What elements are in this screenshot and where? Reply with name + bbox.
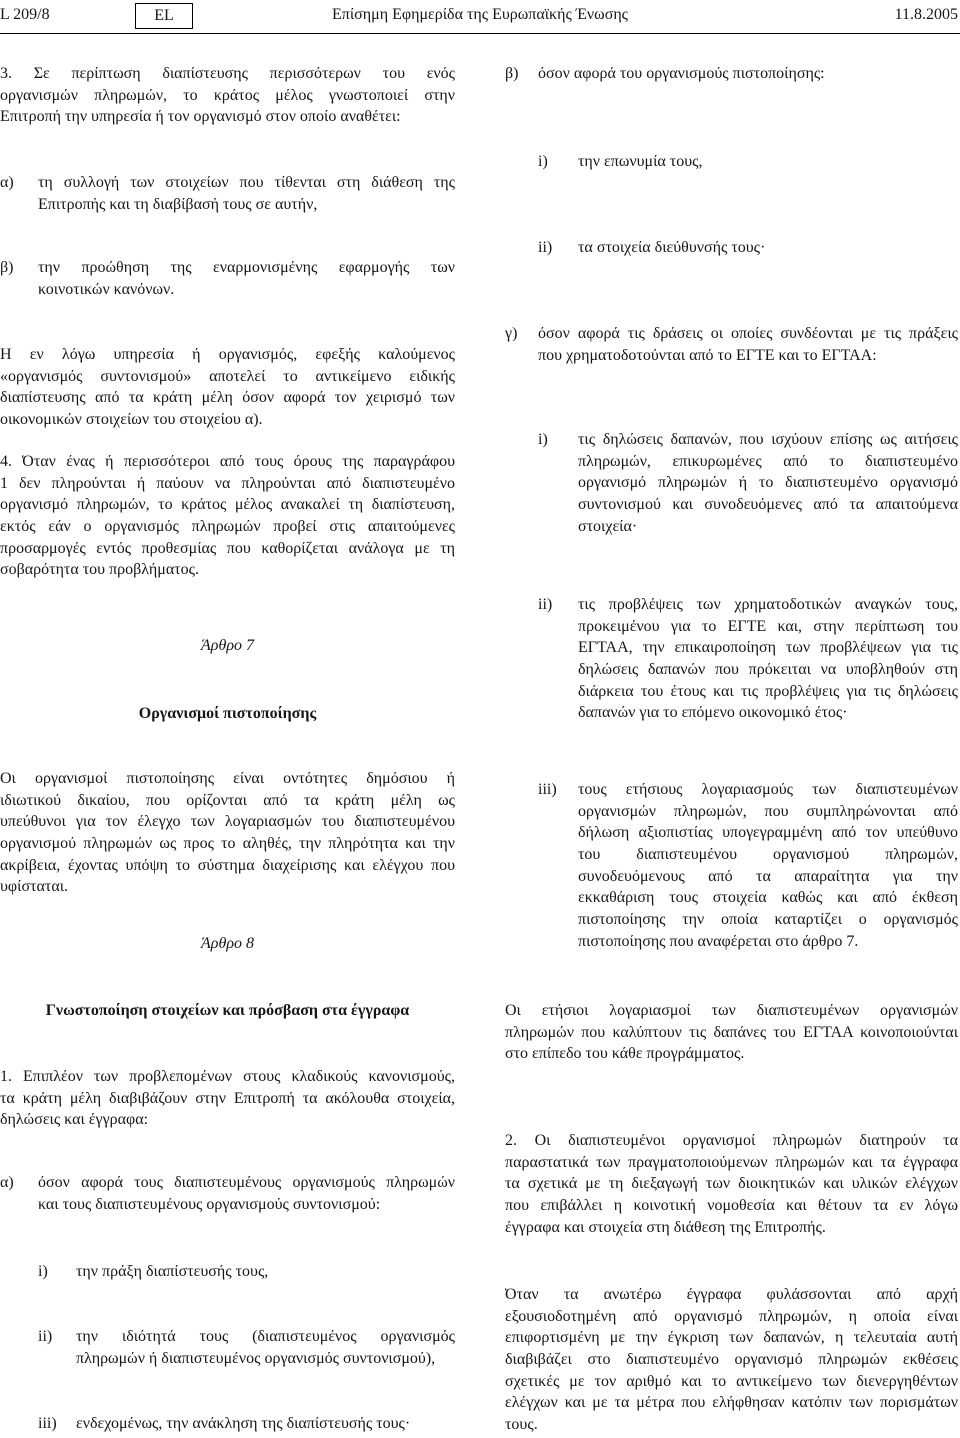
text-line: στο επίπεδο του κάθε προγράμματος. — [505, 1045, 745, 1063]
text-line: δηλώσεις και έγγραφα: — [0, 1111, 149, 1129]
text-line: εκτός εάν ο οργανισμός πληρωμών προβεί στις απαιτούμενες — [0, 518, 455, 536]
text-line: εξουσιοδοτημένη από οργανισμό πληρωμών, η οποία είναι — [505, 1307, 958, 1325]
sublist-item-i — [578, 151, 958, 173]
list-item-b — [38, 257, 455, 300]
text-line: διαπίστευσης από τα κράτη μέλη όσον αφορά τον χειρισμό των — [0, 389, 455, 407]
text-line: ΕΓΤΑΑ, την επικαιροποίηση των προβλέψεων για τις — [578, 639, 958, 657]
text-line: δήλωση αξιοπιστίας υπογεγραμμένη από τον υπεύθυνο — [578, 824, 958, 842]
list-item-b — [538, 63, 958, 85]
list-item-a — [38, 172, 455, 215]
sublist-item-ii — [76, 1326, 455, 1369]
text-line: υφίσταται. — [0, 878, 69, 896]
sublist-item-ii — [578, 594, 958, 724]
article-8-paragraph-2 — [505, 1130, 958, 1238]
article-7-label: Άρθρο 7 — [201, 637, 254, 654]
text-line: ακρίβεια, έχοντας υπόψη το σύστημα διαχείρισης και ελέγχου που — [0, 856, 455, 874]
sublist-marker: iii) — [538, 781, 557, 798]
text-line: όσον αφορά τις δράσεις οι οποίες συνδέονται με τις πράξεις — [538, 325, 958, 342]
text-line: συνοδευόμενους από τα απαραίτητα για την — [578, 867, 958, 885]
article-7-title: Οργανισμοί πιστοποίησης — [138, 705, 317, 722]
text-line: «οργανισμός συντονισμού» αποτελεί το αντικείμενο ειδικής — [0, 367, 455, 385]
list-marker: γ) — [505, 325, 518, 342]
text-line: στοιχεία· — [578, 517, 638, 535]
text-line: προσαρμογές εντός προθεσμίας που καθορίζεται ανάλογα με τη — [0, 539, 455, 557]
text-line: υπεύθυνοι για τον έλεγχο των λογαριασμών του διαπιστευμένου — [0, 813, 455, 831]
list-item-c — [538, 323, 958, 366]
text-line: σοβαρότητα του προβλήματος. — [0, 561, 200, 579]
article-8-title: Γνωστοποίηση στοιχείων και πρόσβαση στα έγγραφα — [45, 1002, 410, 1019]
text-line: που χρηματοδοτούνται από το ΕΓΤΕ και το ΕΓΤΑΑ: — [538, 346, 877, 364]
list-marker: β) — [505, 65, 519, 82]
text-line: ιδιωτικού δικαίου, που ορίζονται από τα κράτη μέλη ως — [0, 791, 455, 809]
text-line: Οι ετήσιοι λογαριασμοί των διαπιστευμένων οργανισμών — [505, 1002, 958, 1019]
text-line: διαβιβάζει στο διαπιστευμένο οργανισμό πληρωμών εκθέσεις — [505, 1351, 958, 1369]
sublist-marker: iii) — [38, 1415, 57, 1432]
text-line: πληρωμών, επικυρωμένες από το διαπιστευμένο — [578, 452, 958, 470]
text-line: τη συλλογή των στοιχείων που τίθενται στη διάθεση της — [38, 174, 455, 191]
text-line: ενδεχομένως, την ανάκληση της διαπίστευσής τους· — [76, 1415, 411, 1432]
text-line: 4. Όταν ένας ή περισσότεροι από τους όρους της παραγράφου — [0, 453, 455, 470]
sublist-marker: i) — [538, 153, 548, 170]
text-line: σχετικές με τον αριθμό και το αντικείμενο των διενεργηθέντων — [505, 1372, 958, 1390]
journal-title: Επίσημη Εφημερίδα της Ευρωπαϊκής Ένωσης — [331, 6, 629, 23]
list-marker: β) — [0, 259, 14, 276]
sublist-item-i — [578, 429, 958, 537]
sublist-marker: i) — [38, 1263, 48, 1280]
text-line: συντονισμού και συνοδευόμενες από τα απαιτούμενα — [578, 496, 958, 514]
text-line: 1 δεν πληρούνται ή παύουν να πληρούνται από διαπιστευμένο — [0, 474, 455, 492]
text-line: Η εν λόγω υπηρεσία ή οργανισμός, εφεξής καλούμενος — [0, 346, 455, 363]
text-line: οργανισμών πληρωμών, που συμπληρώνονται από — [578, 802, 958, 820]
article-8-label: Άρθρο 8 — [201, 935, 254, 952]
coordination-paragraph — [0, 344, 455, 431]
text-line: οργανισμό πληρωμών ή το διαπιστευμένο οργανισμό — [578, 474, 958, 492]
text-line: επιφορτισμένη με την έγκριση των δαπανών, η τελευταία αυτή — [505, 1329, 958, 1347]
text-line: προκειμένου για το ΕΓΤΕ και, στην περίπτωση του — [578, 617, 958, 635]
text-line: οργανισμό πληρωμών, το κράτος μέλος ανακαλεί τη διαπίστευση, — [0, 496, 455, 514]
text-line: δηλώσεις δαπανών που πρόκειται να υποβληθούν στη — [578, 661, 958, 679]
text-line: Επιτροπή την υπηρεσία ή τον οργανισμό στον οποίο αναθέτει: — [0, 108, 401, 126]
list-marker: α) — [0, 174, 14, 191]
text-line: την προώθηση της εναρμονισμένης εφαρμογής των — [38, 259, 455, 276]
sublist-item-iii — [578, 779, 958, 953]
text-line: τα κράτη μέλη διαβιβάζουν στην Επιτροπή τα ακόλουθα στοιχεία, — [0, 1089, 455, 1107]
text-line: Όταν τα ανωτέρω έγγραφα φυλάσσονται από αρχή — [505, 1286, 958, 1303]
text-line: 3. Σε περίπτωση διαπίστευσης περισσότερων του ενός — [0, 65, 455, 82]
sublist-marker: i) — [538, 431, 548, 448]
sublist-item-ii — [578, 237, 958, 259]
text-line: πιστοποίησης την οποία καταρτίζει ο οργανισμός — [578, 911, 958, 929]
text-line: την ιδιότητά τους (διαπιστευμένος οργανισμός — [76, 1328, 455, 1345]
text-line: τα σχετικά με τη διεξαγωγή των διοικητικών και υλικών ελέγχων — [505, 1175, 958, 1193]
page-reference: L 209/8 — [0, 6, 50, 23]
text-line: και τους διαπιστευμένους οργανισμούς συντονισμού: — [38, 1195, 381, 1213]
article-8-paragraph-1 — [0, 1066, 455, 1131]
text-line: που επιβάλλει η κοινοτική νομοθεσία και θέτουν τα εν λόγω — [505, 1197, 958, 1215]
sublist-item-iii — [76, 1413, 455, 1435]
issue-date: 11.8.2005 — [894, 6, 958, 23]
article-7-body — [0, 768, 455, 898]
text-line: εκκαθάριση τους στοιχεία καθώς και από έκθεση — [578, 889, 958, 907]
text-line: πληρωμών ή διαπιστευμένος οργανισμός συντονισμού), — [76, 1349, 436, 1367]
text-line: τις δηλώσεις δαπανών, που ισχύουν επίσης ως αιτήσεις — [578, 431, 958, 448]
text-line: τους ετήσιους λογαριασμούς των διαπιστευμένων — [578, 781, 958, 798]
text-line: έγγραφα και στοιχεία στη διάθεση της Επιτροπής. — [505, 1218, 826, 1236]
text-line: οικονομικών στοιχείων του στοιχείου α). — [0, 411, 263, 429]
sublist-marker: ii) — [538, 239, 553, 256]
text-line: παραστατικά των πραγματοποιούμενων πληρωμών και τα έγγραφα — [505, 1153, 958, 1171]
text-line: του διαπιστευμένου οργανισμού πληρωμών, — [578, 846, 958, 864]
text-line: τα στοιχεία διεύθυνσής τους· — [578, 239, 766, 256]
text-line: όσον αφορά του οργανισμούς πιστοποίησης: — [538, 65, 825, 82]
paragraph-4 — [0, 451, 455, 581]
annual-accounts-paragraph — [505, 1000, 958, 1065]
text-line: ελέγχων και με τα μέτρα που ελήφθησαν κατόπιν των πορισμάτων — [505, 1394, 958, 1412]
text-line: Οι οργανισμοί πιστοποίησης είναι οντότητες δημόσιου ή — [0, 770, 455, 787]
text-line: οργανισμών πληρωμών, το κράτος μέλος γνωστοποιεί στην — [0, 86, 455, 104]
text-line: 1. Επιπλέον των προβλεπομένων στους κλαδικούς κανονισμούς, — [0, 1068, 455, 1085]
text-line: όσον αφορά τους διαπιστευμένους οργανισμούς πληρωμών — [38, 1174, 455, 1191]
text-line: κοινοτικών κανόνων. — [38, 280, 175, 298]
text-line: δαπανών για το επόμενο οικονομικό έτος· — [578, 704, 848, 722]
list-marker: α) — [0, 1174, 14, 1191]
text-line: οργανισμού πληρωμών ως προς το αληθές, την πληρότητα και την — [0, 835, 455, 853]
text-line: Επιτροπής και τη διαβίβασή τους σε αυτήν, — [38, 195, 318, 213]
text-line: τους. — [505, 1416, 538, 1434]
text-line: την επωνυμία τους, — [578, 153, 703, 170]
text-line: διάρκεια του έτους και τις προβλέψεις για τις δηλώσεις — [578, 682, 958, 700]
sublist-marker: ii) — [538, 596, 553, 613]
text-line: 2. Οι διαπιστευμένοι οργανισμοί πληρωμών διατηρούν τα — [505, 1132, 958, 1149]
sublist-marker: ii) — [38, 1328, 53, 1345]
paragraph-3 — [0, 63, 455, 128]
language-badge: EL — [135, 3, 193, 29]
text-line: πιστοποίησης που αναφέρεται στο άρθρο 7. — [578, 932, 859, 950]
text-line: τις προβλέψεις των χρηματοδοτικών αναγκών τους, — [578, 596, 958, 613]
text-line: πληρωμών που καλύπτουν τις δαπάνες του ΕΓΤΑΑ κοινοποιούνται — [505, 1023, 958, 1041]
header-rule — [0, 33, 960, 34]
sublist-item-i — [76, 1261, 455, 1283]
text-line: την πράξη διαπίστευσής τους, — [76, 1263, 269, 1280]
list-item-a — [38, 1172, 455, 1215]
delegated-authority-paragraph — [505, 1284, 958, 1436]
